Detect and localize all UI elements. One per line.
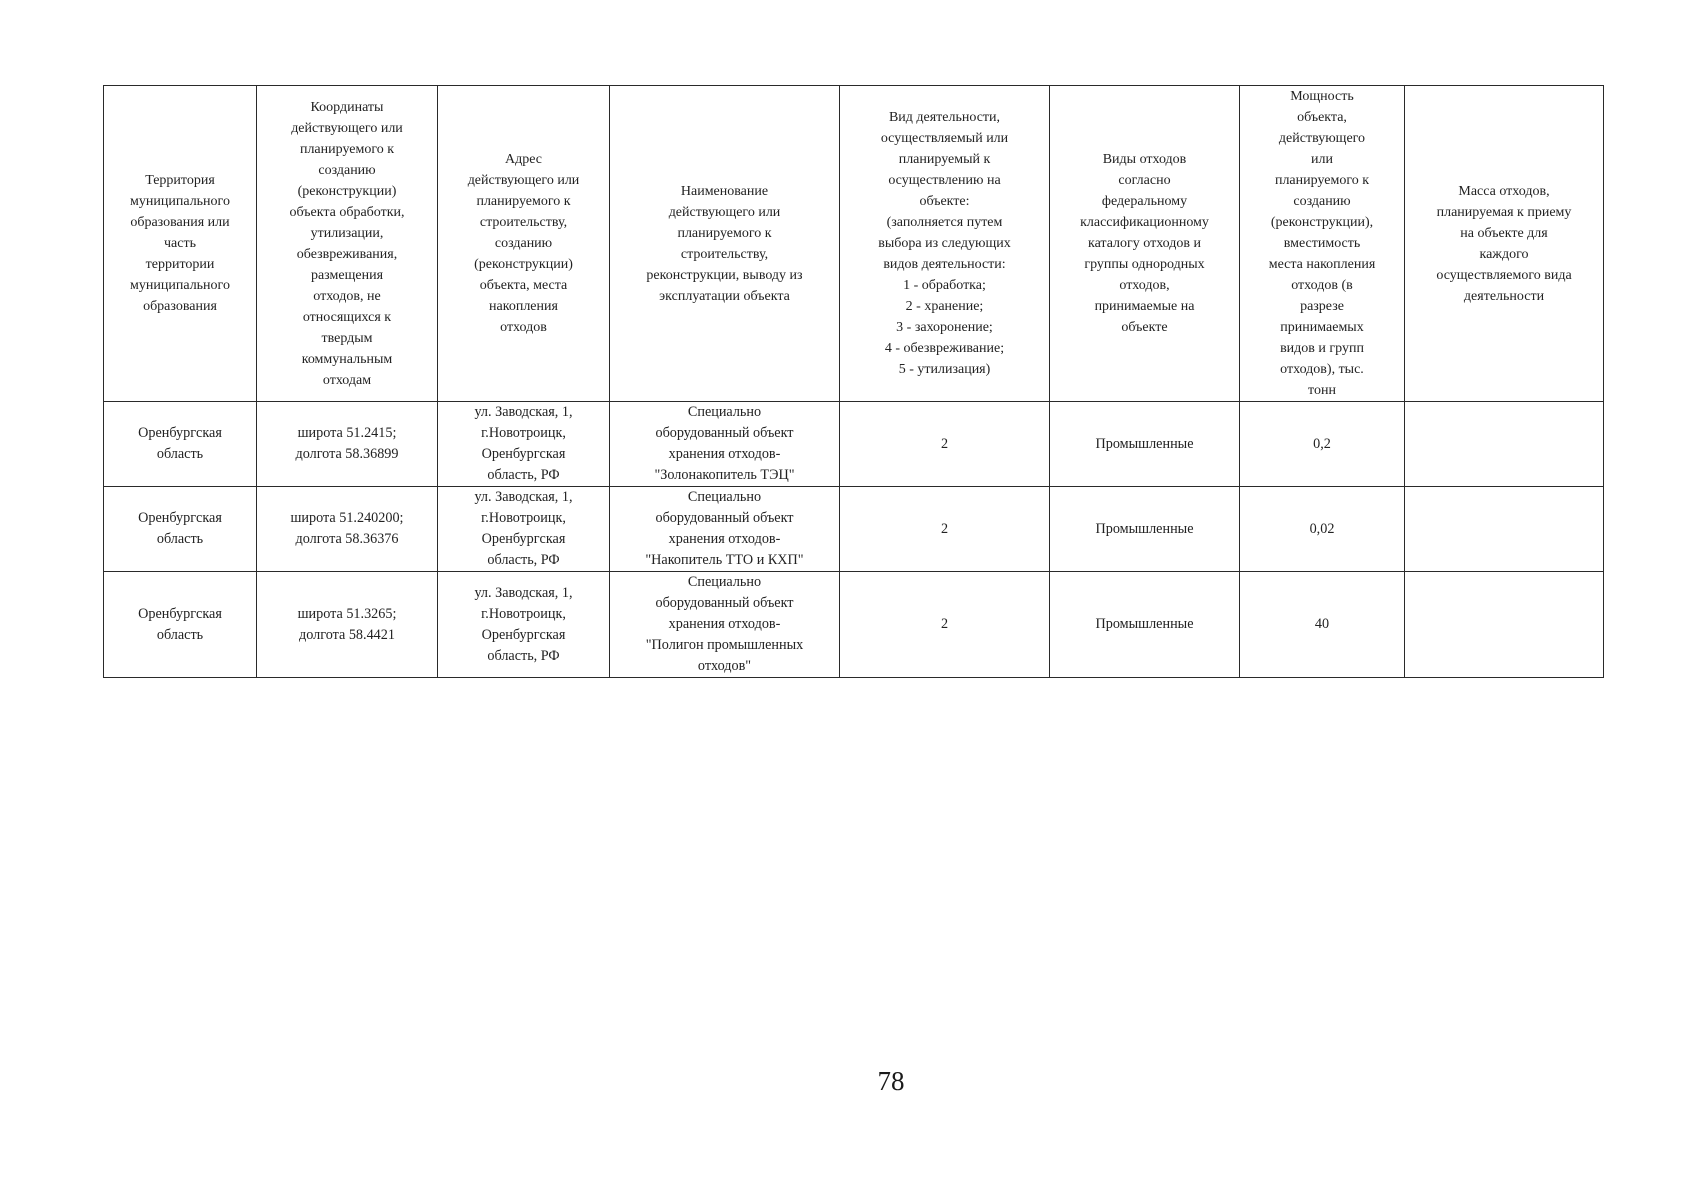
cell-line: г.Новотроицк, bbox=[481, 510, 566, 526]
header-address bbox=[438, 86, 610, 402]
waste-facilities-table bbox=[103, 85, 1604, 678]
cell-territory bbox=[104, 572, 257, 678]
cell-line: Промышленные bbox=[1095, 616, 1194, 632]
cell-line: тонн bbox=[1308, 383, 1336, 398]
cell-line: эксплуатации объекта bbox=[659, 288, 790, 304]
cell-line: 5 - утилизация) bbox=[898, 362, 991, 377]
cell-line: Специально bbox=[687, 574, 762, 590]
cell-line: действующего или bbox=[291, 120, 403, 136]
cell-line: или bbox=[1311, 152, 1333, 167]
cell-line: отходов), тыс. bbox=[1280, 362, 1364, 377]
cell-line: оборудованный объект bbox=[655, 425, 794, 441]
cell-line: вместимость bbox=[1283, 236, 1361, 251]
cell-line: "Золонакопитель ТЭЦ" bbox=[654, 467, 795, 483]
cell-line: отходов, не bbox=[313, 288, 381, 304]
cell-facility-name bbox=[610, 487, 840, 572]
cell-line: планируемого к bbox=[1274, 173, 1370, 188]
cell-line: планируемого к bbox=[677, 225, 772, 241]
cell-line: Промышленные bbox=[1095, 435, 1194, 452]
cell-coordinates bbox=[257, 572, 438, 678]
cell-line: Координаты bbox=[310, 99, 384, 115]
cell-capacity bbox=[1240, 487, 1405, 572]
cell-line: (реконструкции) bbox=[297, 183, 397, 199]
cell-line: созданию bbox=[1293, 194, 1351, 209]
cell-line: отходов bbox=[500, 320, 547, 335]
cell-line: относящихся к bbox=[302, 309, 392, 325]
cell-address bbox=[438, 402, 610, 487]
cell-line: разрезе bbox=[1300, 299, 1344, 314]
cell-line: объекте bbox=[1121, 320, 1168, 335]
cell-line: группы однородных bbox=[1084, 257, 1205, 272]
cell-line: Оренбургская bbox=[138, 425, 222, 441]
cell-line: созданию bbox=[318, 162, 376, 178]
cell-line: обезвреживания, bbox=[296, 246, 398, 262]
cell-line: твердым bbox=[321, 330, 373, 346]
cell-line: Масса отходов, bbox=[1458, 183, 1550, 199]
cell-coordinates bbox=[257, 402, 438, 487]
cell-line: область bbox=[156, 446, 204, 462]
cell-line: 2 bbox=[940, 520, 949, 537]
cell-capacity bbox=[1240, 402, 1405, 487]
cell-line: действующего или bbox=[467, 173, 580, 188]
cell-line: г.Новотроицк, bbox=[481, 605, 566, 622]
cell-line: часть bbox=[164, 236, 196, 251]
cell-line: Промышленные bbox=[1095, 520, 1194, 537]
cell-waste-mass bbox=[1405, 487, 1604, 572]
cell-line: хранения отходов- bbox=[668, 446, 781, 462]
cell-line: "Накопитель ТТО и КХП" bbox=[645, 552, 804, 568]
cell-line: область, РФ bbox=[487, 467, 560, 483]
cell-line: (реконструкции) bbox=[474, 257, 573, 272]
page-number: 78 bbox=[877, 1066, 905, 1096]
cell-line: ул. Заводская, 1, bbox=[474, 489, 573, 505]
cell-waste-types bbox=[1050, 402, 1240, 487]
cell-line: 40 bbox=[1314, 616, 1330, 632]
cell-line: долгота 58.36899 bbox=[295, 446, 399, 462]
header-facility-name bbox=[610, 86, 840, 402]
cell-line: широта 51.3265; bbox=[297, 605, 397, 622]
cell-waste-mass bbox=[1405, 402, 1604, 487]
cell-address bbox=[438, 487, 610, 572]
cell-line: осуществляемый или bbox=[880, 131, 1009, 146]
cell-coordinates bbox=[257, 487, 438, 572]
cell-line: накопления bbox=[489, 299, 558, 314]
cell-line: Оренбургская bbox=[138, 605, 222, 622]
cell-line: деятельности bbox=[1463, 288, 1545, 304]
header-coordinates bbox=[257, 86, 438, 402]
cell-line: отходам bbox=[322, 372, 372, 388]
cell-line: широта 51.240200; bbox=[290, 510, 404, 526]
cell-line: созданию bbox=[494, 236, 553, 251]
cell-line: выбора из следующих bbox=[878, 236, 1011, 251]
cell-line: Оренбургская bbox=[481, 626, 566, 643]
cell-line: 3 - захоронение; bbox=[896, 320, 993, 335]
cell-line: на объекте для bbox=[1460, 225, 1548, 241]
cell-line: строительству, bbox=[680, 246, 769, 262]
cell-line: область, РФ bbox=[487, 647, 560, 664]
cell-line: 2 - хранение; bbox=[905, 299, 984, 314]
table-header-row bbox=[104, 86, 1604, 402]
cell-line: 2 bbox=[940, 616, 949, 632]
cell-line: строительству, bbox=[479, 215, 568, 230]
cell-activity-type bbox=[840, 572, 1050, 678]
cell-line: принимаемые на bbox=[1094, 299, 1195, 314]
cell-line: 0,2 bbox=[1313, 435, 1331, 452]
cell-line: планируемого к bbox=[476, 194, 571, 209]
cell-line: долгота 58.36376 bbox=[295, 531, 399, 547]
cell-line: долгота 58.4421 bbox=[299, 626, 395, 643]
header-capacity bbox=[1240, 86, 1405, 402]
cell-line: оборудованный объект bbox=[655, 595, 794, 611]
cell-line: коммунальным bbox=[301, 351, 393, 367]
cell-line: широта 51.2415; bbox=[297, 425, 397, 441]
cell-line: область, РФ bbox=[487, 552, 560, 568]
cell-line: г.Новотроицк, bbox=[481, 425, 566, 441]
cell-line: отходов, bbox=[1119, 278, 1170, 293]
cell-line: Адрес bbox=[504, 152, 542, 167]
cell-line: 1 - обработка; bbox=[903, 278, 986, 293]
table-row bbox=[104, 572, 1604, 678]
cell-line: объекта обработки, bbox=[289, 204, 405, 220]
cell-line: каждого bbox=[1479, 246, 1529, 262]
cell-line: муниципального bbox=[130, 194, 230, 209]
cell-line: федеральному bbox=[1101, 194, 1188, 209]
cell-line: каталогу отходов и bbox=[1087, 236, 1202, 251]
cell-line: область bbox=[156, 531, 204, 547]
cell-waste-types bbox=[1050, 487, 1240, 572]
cell-address bbox=[438, 572, 610, 678]
header-waste-mass bbox=[1405, 86, 1604, 402]
header-waste-types bbox=[1050, 86, 1240, 402]
cell-capacity bbox=[1240, 572, 1405, 678]
cell-line: Специально bbox=[687, 489, 762, 505]
cell-line: объекта, bbox=[1297, 110, 1347, 125]
cell-line: действующего или bbox=[668, 204, 781, 220]
cell-line: оборудованный объект bbox=[655, 510, 794, 526]
cell-line: хранения отходов- bbox=[668, 616, 781, 632]
cell-line: принимаемых bbox=[1280, 320, 1364, 335]
cell-line: ул. Заводская, 1, bbox=[474, 404, 573, 420]
cell-line: объекте: bbox=[919, 194, 970, 209]
cell-line: хранения отходов- bbox=[668, 531, 781, 547]
cell-line: утилизации, bbox=[310, 225, 384, 241]
cell-territory bbox=[104, 402, 257, 487]
cell-line: образования или bbox=[130, 215, 230, 230]
cell-line: планируемого к bbox=[299, 141, 395, 157]
cell-line: реконструкции, выводу из bbox=[646, 267, 803, 283]
cell-line: отходов" bbox=[697, 658, 752, 674]
cell-line: размещения bbox=[310, 267, 384, 283]
cell-line: Вид деятельности, bbox=[888, 110, 1001, 125]
cell-line: Оренбургская bbox=[138, 510, 222, 526]
cell-facility-name bbox=[610, 402, 840, 487]
header-activity-type bbox=[840, 86, 1050, 402]
cell-line: Территория bbox=[145, 173, 215, 188]
cell-line: 4 - обезвреживание; bbox=[884, 341, 1005, 356]
cell-line: согласно bbox=[1118, 173, 1171, 188]
cell-line: (заполняется путем bbox=[886, 215, 1003, 230]
cell-line: осуществляемого вида bbox=[1436, 267, 1572, 283]
cell-line: места накопления bbox=[1268, 257, 1376, 272]
cell-line: территории bbox=[145, 257, 215, 272]
cell-line: классификационному bbox=[1080, 215, 1209, 230]
cell-line: Оренбургская bbox=[481, 531, 566, 547]
cell-line: ул. Заводская, 1, bbox=[474, 584, 573, 601]
cell-facility-name bbox=[610, 572, 840, 678]
table-row bbox=[104, 487, 1604, 572]
cell-line: (реконструкции), bbox=[1270, 215, 1374, 230]
cell-line: планируемая к приему bbox=[1436, 204, 1572, 220]
cell-line: Специально bbox=[687, 404, 762, 420]
cell-territory bbox=[104, 487, 257, 572]
cell-line: видов и групп bbox=[1280, 341, 1364, 356]
cell-line: Наименование bbox=[680, 183, 769, 199]
cell-line: образования bbox=[143, 299, 217, 314]
cell-line: Виды отходов bbox=[1102, 152, 1187, 167]
cell-line: область bbox=[156, 626, 204, 643]
cell-line: планируемый к bbox=[898, 152, 991, 167]
cell-line: объекта, места bbox=[479, 278, 568, 293]
cell-line: 2 bbox=[940, 435, 949, 452]
table-row bbox=[104, 402, 1604, 487]
cell-line: действующего bbox=[1278, 131, 1366, 146]
cell-line: Оренбургская bbox=[481, 446, 566, 462]
header-territory bbox=[104, 86, 257, 402]
cell-activity-type bbox=[840, 487, 1050, 572]
cell-line: видов деятельности: bbox=[883, 257, 1006, 272]
cell-line: муниципального bbox=[130, 278, 230, 293]
cell-line: Мощность bbox=[1290, 89, 1354, 104]
cell-line: "Полигон промышленных bbox=[645, 637, 804, 653]
cell-activity-type bbox=[840, 402, 1050, 487]
cell-waste-types bbox=[1050, 572, 1240, 678]
cell-line: осуществлению на bbox=[888, 173, 1001, 188]
cell-line: 0,02 bbox=[1309, 520, 1335, 537]
cell-waste-mass bbox=[1405, 572, 1604, 678]
cell-line: отходов (в bbox=[1291, 278, 1353, 293]
